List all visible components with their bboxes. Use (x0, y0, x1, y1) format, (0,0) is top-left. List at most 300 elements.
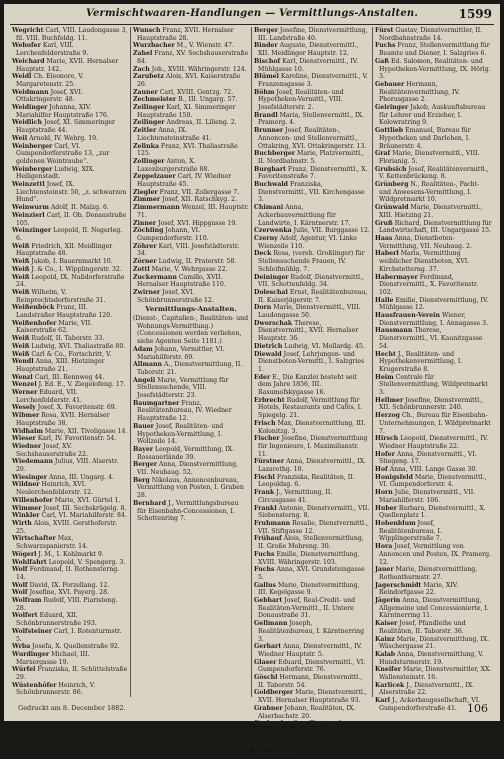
entry-name: Wenzl (12, 373, 33, 381)
entry-name: Zach (133, 65, 150, 73)
directory-entry (375, 235, 492, 250)
entry-details: M., V. Wienstr. 47. (176, 42, 234, 50)
directory-entry (254, 620, 370, 643)
entry-details: Marie, XVII. Hernalser Hauptstr. 142. (16, 57, 119, 73)
entry-name: Erbrecht (254, 396, 285, 404)
entry-details: Ferdinand, II. Rothensterng. 14. (16, 566, 120, 581)
entry-name: Wolfram (12, 597, 42, 605)
entry-name: Wiedner (12, 442, 42, 450)
entry-name: Glaser (254, 658, 277, 666)
entry-details: A., Dienstvermittlung, II. Taborstr. 21. (137, 361, 243, 376)
directory-entry (133, 289, 249, 304)
entry-name: Frank (254, 489, 275, 497)
directory-entry (375, 327, 492, 350)
entry-name: Gallus (254, 581, 276, 589)
entry-details: Anton, X. Laxenburgerstraße 88. (137, 157, 210, 173)
directory-entry (12, 73, 128, 88)
entry-details: Julie, VII. Burggasse 12. (293, 227, 370, 235)
directory-entry (12, 304, 128, 319)
directory-entry (133, 127, 249, 142)
page-header (4, 8, 500, 24)
entry-details: Marie, Dienstvermittlung, Rothenthurmstr. 27. (379, 566, 478, 581)
entry-name: Wolfsteiner (12, 627, 52, 635)
entry-name: Zeitler (133, 127, 157, 135)
directory-entry (12, 497, 128, 505)
directory-entry (12, 435, 128, 443)
entry-details: Josef, Vermittlung von Annoncen und Posten, IX. Pramerg. 12. (379, 543, 492, 566)
entry-details: Karl, XI. Simmeringer Hauptstraße 150. (137, 104, 236, 119)
directory-entry (254, 320, 370, 343)
entry-name: Kalab (375, 650, 396, 658)
entry-details: Anna, Dienstboten-Vermittlung, VII. Neubaug. 2. (379, 234, 472, 250)
entry-name: Bayer (133, 445, 154, 453)
directory-entry (12, 243, 128, 258)
directory-entry (375, 312, 492, 327)
directory-entry (375, 181, 492, 204)
directory-entry (375, 204, 492, 219)
directory-entry (12, 428, 128, 436)
entry-name: Weinzinger (12, 227, 52, 235)
entry-details: Ernst, Realitätenbureau, II. Kaiserjägerstr. 7. (258, 288, 368, 304)
entry-name: Zeilinger (133, 119, 165, 127)
entry-details: Karl, Dienstvermittl., IV. Mühlgasse 10. (258, 57, 359, 73)
folio-number: 106 (467, 702, 488, 715)
entry-name: Deck (254, 250, 272, 258)
entry-name: Wesely (12, 404, 36, 412)
directory-entry (375, 166, 492, 181)
entry-details: Anna, Dienstvermittlung, V. Hundsturmerstr. 19. (379, 650, 484, 666)
entry-details: Marie, Dienstvermittlung, IX. Wäschergasse 21. (379, 635, 490, 651)
entry-details: J., Vermittlung, II. Circusgasse 41. (258, 489, 333, 504)
entry-name: Wurdinger (12, 650, 50, 658)
entry-name: Wenzel (12, 381, 37, 389)
directory-entry (375, 582, 492, 597)
entry-name: Weiß (12, 342, 30, 350)
entry-details: Franziska, II. Schüttelstraße 29. (16, 666, 128, 682)
directory-entry (12, 582, 128, 590)
directory-entry (375, 543, 492, 566)
directory-entry (375, 451, 492, 466)
entry-details: Marie, Vermittlung für Stellensuchende, VIII. Josefstädterstr. 23. (137, 376, 229, 400)
directory-entry (375, 297, 492, 312)
entry-name: Zahel (133, 50, 153, 58)
entry-name: Zuckermann (133, 273, 177, 281)
directory-entry (12, 535, 128, 550)
directory-entry (133, 258, 249, 266)
entry-details: Josef, Lehrjungen- und Dienstboten-Vermittl., I. Salzgries 1. (258, 350, 365, 373)
directory-entry (12, 651, 128, 666)
directory-entry (375, 435, 492, 450)
directory-entry (375, 274, 492, 297)
entry-name: Frühauf (254, 535, 282, 543)
entry-name: Fischl (254, 473, 275, 481)
entry-name: Haberl (375, 250, 399, 258)
directory-entry (254, 89, 370, 112)
directory-entry (254, 505, 370, 520)
entry-details: Carl, VI. Gumpendorferstraße 13, „zur goldenen Weintraube“. (16, 142, 110, 165)
directory-entry (12, 143, 128, 166)
entry-name: Habermayer (375, 273, 418, 281)
directory-entry (133, 266, 249, 274)
directory-entry (254, 274, 370, 289)
directory-entry (133, 227, 249, 242)
entry-name: Hohenblum (375, 520, 416, 527)
entry-details: Anna, Dienstvermittlung, Allgemeine und Concessionierte, I. Kärntnerring 11. (379, 597, 489, 620)
entry-details: Alois, Stellenvermittlung, II. Große Mohreng. 30. (258, 535, 364, 551)
directory-entry (133, 446, 249, 461)
directory-entry (133, 274, 249, 289)
entry-name: Weinwurm (12, 204, 49, 212)
entry-name: Geiringer (375, 104, 409, 112)
directory-entry (254, 304, 370, 319)
entry-details: Josef, XII. Ratschkyg. 2. (162, 196, 238, 204)
entry-name: Jägerin (375, 597, 401, 605)
entry-name: Kaiser (375, 620, 398, 628)
entry-name: Hecht (375, 350, 396, 358)
directory-entry (133, 66, 249, 74)
entry-details: Marie, XVI. Gürtel 1. (54, 496, 121, 504)
directory-entry (254, 235, 370, 250)
entry-details: Carl, VIII. Laudongasse 3, fil. VIII. Buchfeldg. 11. (16, 27, 128, 42)
directory-entry (133, 461, 249, 476)
entry-name: Halle (375, 296, 394, 304)
entry-name: Brunner (254, 127, 284, 135)
directory-entry (12, 204, 128, 212)
directory-entry (375, 27, 492, 42)
directory-entry (254, 643, 370, 658)
entry-details: Carl, XVIII. Gentzg. 72. (159, 88, 234, 96)
entry-details: Rudolf, Dienstvermittl., VII. Schottenfeldg. 34. (258, 273, 364, 289)
entry-details: J., Ackerbaugesellschaft, VI. Gumpendorferstraße 41. (379, 697, 481, 712)
directory-entry (12, 227, 128, 242)
directory-entry (12, 682, 128, 697)
directory-entry (133, 196, 249, 204)
directory-entry (375, 42, 492, 57)
directory-entry (254, 520, 370, 535)
directory-entry (12, 42, 128, 57)
entry-name: Gerhart (254, 643, 282, 651)
directory-entry (375, 651, 492, 666)
entry-name: Horn (375, 489, 393, 497)
directory-entry (375, 682, 492, 697)
entry-details: Johann, Vermittler, VI. Mariahilferstr. 69. (137, 345, 225, 361)
entry-name: Zimmermann (133, 204, 180, 212)
entry-details: Marie, Dienstvermittl., VI. Gumpendorferstr. 4. (379, 473, 487, 489)
directory-entry (133, 158, 249, 173)
entry-name: Blümel (254, 73, 279, 81)
directory-entry (254, 289, 370, 304)
entry-details: Karl, VIII. Josefstädterstr. 34. (137, 242, 240, 258)
directory-entry (254, 743, 370, 758)
directory-entry (254, 597, 370, 620)
entry-details: Ferdinand, Dienstvermittl., X. Favoritenstr. 102. (379, 273, 479, 296)
entry-name: Zinner (133, 219, 157, 227)
entry-details: Anna, Dienstvermittl., IX. Lazarethg. 10. (258, 458, 367, 474)
entry-name: Weiß (12, 273, 30, 281)
entry-name: Berg (133, 476, 150, 484)
entry-details: Max, Schwarzspanierstr. 14. (16, 535, 89, 551)
directory-entry (375, 397, 492, 412)
entry-name: Wiesinger (12, 473, 47, 481)
entry-name: Widhalm (12, 427, 43, 435)
entry-details: Franz, Realitätenbureau, IV. Wiedner Hauptstraße 12. (137, 399, 232, 423)
entry-name: Willenhofer (12, 496, 53, 504)
directory-entry (12, 274, 128, 289)
entry-details: Josef, XV. Sechshauserstraße 22. (16, 442, 88, 458)
entry-details: Franziska, Realitäten, II. Leopoldsg. 6. (258, 473, 355, 489)
entry-name: Hausmann (375, 327, 413, 335)
entry-details: Josef, XVI. Hippgasse 19. (158, 219, 238, 227)
entry-details: Josef, Realitäten- und Hypotheken-Vermittl., VIII. Josefstädterstr. 2. (258, 88, 344, 112)
entry-name: Binder (254, 42, 278, 50)
entry-details: E., Die Kanzlei besteht seit dem Jahre 1856, III. Rasumofskygasse 16. (258, 373, 358, 397)
entry-details: Eduard, Dienstvermittl., VI. Gumpendorferstr. 76. (258, 658, 366, 674)
column-1 (10, 27, 131, 697)
directory-entry (254, 42, 370, 57)
entry-details: Marie, V. Wehrgasse 22. (151, 265, 228, 273)
entry-details: Josef, Realitätenvermittl., V. Kettenbrückeng. 8. (379, 165, 489, 181)
entry-name: Wolf (12, 589, 28, 597)
entry-name: Wohlfahrt (12, 558, 47, 566)
entry-details: J., Vermittlungsbureau für Eisenbahn-Concessionen, I. Schottenring 7. (137, 499, 239, 523)
entry-details: Carl, II. Ob. Donaustraße 105. (16, 211, 127, 227)
directory-entry (12, 289, 128, 304)
entry-name: Zelinka (133, 142, 159, 150)
directory-entry (254, 720, 370, 743)
directory-entry (12, 612, 128, 627)
entry-name: Bauer (133, 422, 154, 430)
entry-name: Weiß (12, 258, 30, 266)
entry-details: Rudolf, VIII. Piaristeng. 28. (16, 597, 118, 612)
entry-details: Josef, Pfandleihe und Realitäten, II. Taborstr. 36. (379, 620, 466, 635)
directory-entry (133, 477, 249, 500)
entry-name: Wunsch (133, 27, 161, 34)
directory-entry (12, 520, 128, 535)
entry-name: Buchwald (254, 181, 289, 189)
entry-name: Wildner (12, 481, 40, 489)
directory-entry (12, 135, 128, 143)
entry-name: Deininger (254, 273, 289, 281)
entry-name: Wüstenhöfer (12, 681, 57, 689)
entry-name: Graf (375, 150, 391, 158)
entry-details: Marie, Dienstvermittl., XIII. Hietzing 21. (379, 204, 483, 219)
entry-details: Hermann, Realitätenvermittlung, IV. Phorusgasse 2. (379, 80, 460, 104)
directory-entry (12, 119, 128, 134)
directory-entry (133, 500, 249, 523)
entry-details: Josef, Realitätenbureau, I. Wipplingerstraße 7. (379, 520, 442, 543)
entry-details: Anna, VIII. Lange Gasse 30. (389, 466, 478, 474)
entry-details: Johann, VI. Gumpendorferstr. 110. (137, 227, 209, 242)
entry-name: Zottl (133, 265, 150, 273)
entry-name: Zöchling (133, 227, 164, 235)
entry-details: Josef, X. Favoritenstr. 69. (37, 404, 117, 412)
directory-entry (254, 127, 370, 150)
entry-name: Zörner (133, 258, 157, 266)
entry-name: Angeli (133, 376, 156, 384)
directory-entry (12, 374, 128, 382)
entry-name: Wrba (12, 643, 31, 651)
entry-name: Böhm (254, 88, 275, 96)
entry-name: Doleschal (254, 288, 288, 296)
directory-entry (254, 474, 370, 489)
entry-details: Ch. Eleonore, V. Margaretenstr. 25. (16, 73, 84, 88)
directory-entry (12, 27, 128, 42)
directory-entry (12, 589, 128, 597)
entry-details: Rudolf, Vermittlung für Hotels, Restaurants und Cafés, I. Spiegelg. 21. (258, 396, 363, 420)
entry-details: Michael, III. Marxergasse 19. (16, 650, 90, 666)
entry-name: Gruber (254, 720, 279, 728)
entry-details: Anna, Ackerbauvermittlung für Landwirte, I. Kärntnerstr. 17. (258, 204, 351, 227)
entry-details: Emilie, Dienstvermittlung, IV. Mühlgasse 12. (379, 296, 489, 312)
directory-entry (12, 351, 128, 359)
entry-name: Fürstner (254, 458, 285, 466)
directory-entry (254, 535, 370, 550)
directory-entry (133, 315, 249, 346)
entry-details: Ludwig, II. Praterstr. 58. (158, 258, 237, 266)
entry-details: Marie, VII. Kaiserstraße 62. (16, 319, 93, 335)
directory-entry (254, 659, 370, 674)
directory-entry (12, 666, 128, 681)
entry-name: Würfel (12, 666, 36, 674)
directory-page (4, 4, 500, 759)
entry-name: Zechmeister (133, 96, 177, 104)
entry-details: Barbara, Dienstvermittl., X. Quellenplatz 1. (379, 504, 486, 520)
directory-entry (254, 551, 370, 566)
entry-details: Franz, III. Landstraßer Hauptstraße 120. (16, 304, 113, 320)
entry-details: Carl, I. Rotenturmstr. 5. (16, 627, 122, 643)
entry-name: Weißenhofer (12, 319, 57, 327)
entry-name: Weidinger (12, 104, 48, 112)
entry-details: Marie, Dienstvermittl., XVII. Hernalser Hauptstraße 93. (258, 689, 367, 705)
entry-name: Wehofer (12, 42, 41, 50)
directory-entry (12, 512, 128, 520)
entry-details: J., Dienstvermittl., IX. Alserstraße 22. (379, 681, 475, 697)
entry-name: Fuchs (254, 550, 275, 558)
entry-details: Franz, XV. Sechshauserstraße 84. (137, 50, 249, 65)
directory-entry (12, 381, 128, 389)
entry-name: Bischof (254, 57, 281, 65)
column-2 (131, 27, 252, 697)
entry-name: Chimani (254, 204, 284, 212)
entry-details: Wiener, Dienstvermittlung, I. Annagasse 3. (379, 312, 489, 327)
entry-details: J. M., I. Kohlmarkt 9. (38, 550, 104, 558)
entry-details: Marie, Platzvermittl., II. Nordbahnstr. 5. (258, 150, 364, 165)
entry-details: Eduard, VII. Lerchenfelderstr. 41. (16, 389, 83, 404)
directory-entry (12, 166, 128, 181)
entry-details: Leopold, V. Spengerg. 3. (48, 558, 126, 566)
entry-details: Johann, Realitäten, IX. Alserbachstr. 20. (258, 704, 356, 720)
entry-name: Jauer (375, 566, 394, 574)
entry-details: Rosa, XVII. Hernalser Hauptstraße 38. (16, 412, 110, 427)
entry-name: Berger (133, 461, 157, 469)
entry-details: Heinrich, V. Schönbrunnerstr. 86. (16, 681, 96, 697)
entry-name: Zeilinger (133, 104, 165, 112)
entry-details: Franz, Stellenvermittlung für Beamte und Diener, I. Salzgries 6. (379, 42, 490, 58)
entry-name: Buchberger (254, 150, 296, 158)
directory-entry (12, 266, 128, 274)
directory-entry (133, 377, 249, 400)
directory-entry (12, 474, 128, 482)
entry-name: Wirth (12, 520, 32, 527)
entry-details: Karl, IV. Favoritenstr. 54. (37, 435, 117, 443)
entry-name: Fischer (254, 435, 280, 443)
entry-details: Marie, Dienstvermittl., VIII. Laudongasse 50. (258, 304, 361, 320)
entry-name: Wendl (12, 358, 34, 366)
entry-details: Ludwig, VI. Mollardg. 45. (284, 342, 365, 350)
entry-name: Weinberger (12, 165, 53, 173)
entry-name: Goldberger (254, 689, 294, 697)
entry-details: Emilie, Dienstvermittlung, XVIII. Währingerstr. 103. (258, 550, 360, 566)
entry-details: Franz, VII. Zollergasse 7. (159, 188, 240, 196)
entry-details: J., Realitäten- und Hypothekenvermittlung, I. Krugerstraße 8. (379, 350, 463, 373)
entry-details: Anna, Dienstvermittl., VI. Stiegeng. 17. (379, 450, 477, 466)
entry-name: Heim (375, 373, 394, 381)
directory-entry (254, 397, 370, 420)
entry-name: Zeppelzauer (133, 173, 176, 181)
entry-name: Zauner (133, 88, 158, 96)
entry-name: Grünberg (375, 181, 409, 189)
directory-entry (375, 520, 492, 543)
entry-name: Weinzettl (12, 181, 45, 189)
directory-entry (12, 258, 128, 266)
entry-name: Kneifer (375, 666, 402, 674)
directory-entry (133, 346, 249, 361)
entry-details: Ch., Bureau für Eisenbahn-Unternehmungen, I. Wildpretmarkt 7. (379, 412, 491, 435)
entry-details: Rudolf, II. Taborstr. 33. (31, 335, 105, 343)
entry-details: Josef, Realitäten-, Annoncen- und Stellenvermittl., Ottakring, XVI. Ottakringerstr. 13. (258, 127, 367, 150)
entry-name: Huber (375, 504, 397, 512)
entry-details: N., Realitäten-, Pacht- und Anwesens-Vermittlung, I. Wildpretmarkt 10. (379, 181, 480, 204)
entry-details: Franz, XVI. Thaliastraße 125. (137, 142, 238, 158)
entry-details: Josef, XI. Simmeringer Hauptstraße 44. (16, 119, 115, 135)
entry-name: Weinzierl (12, 211, 45, 219)
entry-name: Hellmer (375, 396, 404, 404)
directory-entry (133, 73, 249, 88)
directory-entry (133, 189, 249, 197)
entry-details: Friedrich, XII. Meidlinger Hauptstraße 48. (16, 242, 113, 258)
entry-details: Anna, XVI. Grundsteingasse 5. (258, 566, 365, 581)
entry-name: Wiedemann (12, 458, 53, 466)
directory-entry (133, 27, 249, 42)
entry-details: Wenzel, III. Hauptstr. 71. (137, 204, 249, 219)
directory-entry (12, 551, 128, 559)
entry-name: Dworschak (254, 319, 293, 327)
entry-details: Max, Dienstvermittlung, III. Kolonitzg. 3. (258, 419, 366, 435)
entry-name: Allmann (133, 361, 163, 369)
entry-name: Hofer (375, 450, 395, 458)
entry-name: Diewald (254, 350, 282, 358)
entry-details: Julius, VIII. Alserstr. 20. (16, 458, 119, 474)
directory-entry (133, 423, 249, 446)
entry-details: Franz, Dienstvermittl., X. Favoritenstraße 7. (258, 165, 368, 181)
directory-entry (254, 227, 370, 235)
entry-name: Wolf (12, 581, 28, 589)
directory-entry (12, 404, 128, 412)
directory-entry (375, 566, 492, 581)
entry-details: Therese, Dienstvermittl., XVII. Hernalser Hauptstr. 36. (258, 319, 359, 343)
entry-details: Heinrich, XVI. Neulerchenfelderstr. 12. (16, 481, 93, 497)
directory-entry (12, 628, 128, 643)
entry-details: Gustav, Dienstvermittler, II. Nordbahnstraße 14. (379, 27, 483, 42)
entry-details: Leopold, II. Negerleg. 6. (16, 227, 123, 242)
directory-entry (12, 58, 128, 73)
directory-entry (12, 458, 128, 473)
entry-details: J. & Co., I. Wipplingerstr. 32. (31, 265, 122, 273)
entry-details: Marie, Dienstvermittler, XX. Wallensteinstr. 16. (379, 666, 492, 682)
entry-name: Weichard (12, 57, 45, 65)
entry-details: Adolf, Agentur, VI. Linke Wienzeile 110. (258, 234, 357, 250)
entry-details: Ludwig, XVI. Thaliastraße 80. (31, 342, 126, 350)
